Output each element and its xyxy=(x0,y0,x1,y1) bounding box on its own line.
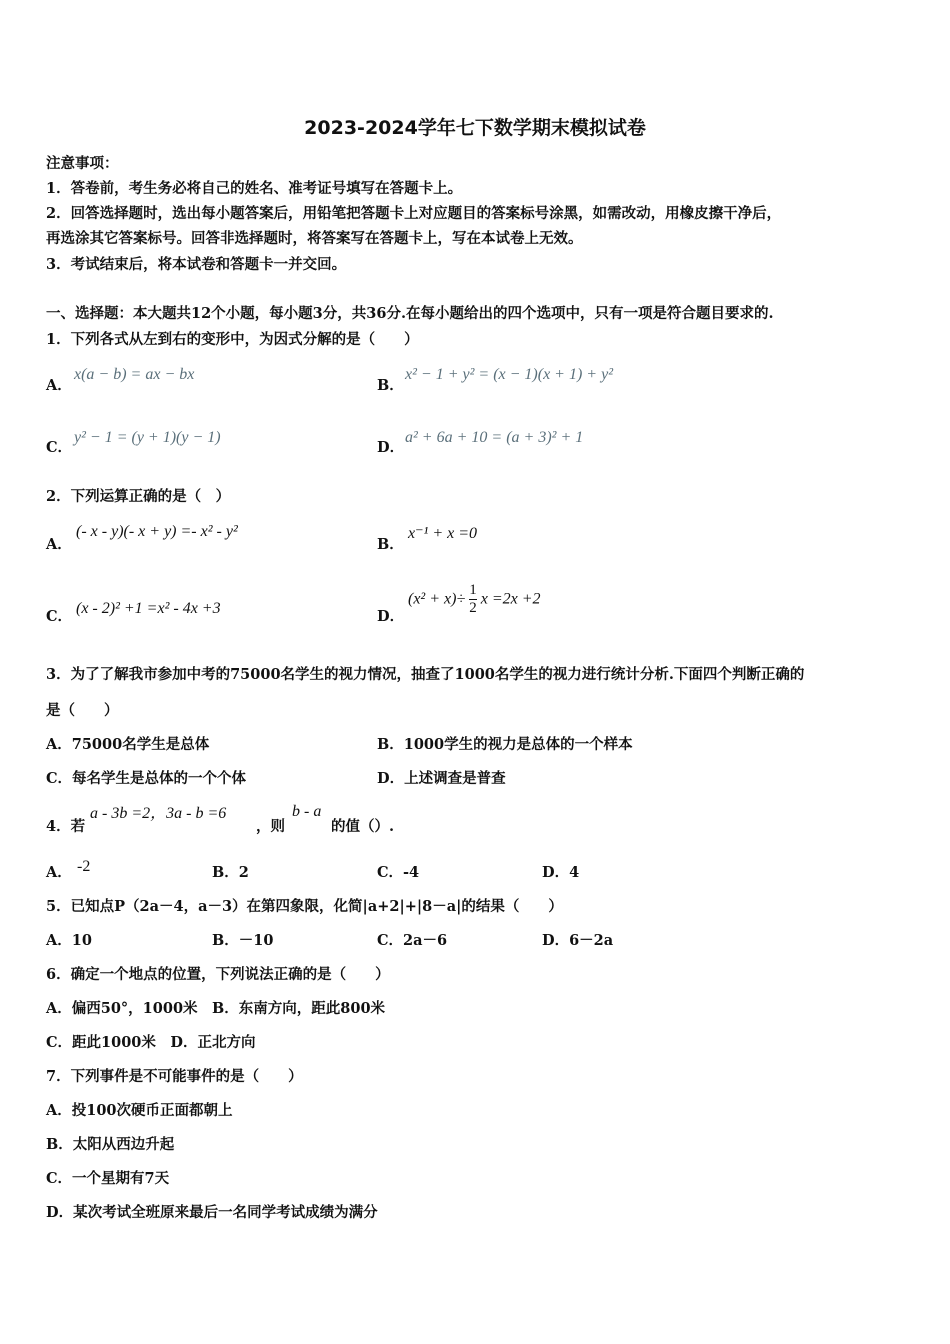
q3-option-c: C．每名学生是总体的一个个体 xyxy=(46,770,247,787)
section-heading: 一、选择题：本大题共12个小题，每小题3分，共36分.在每小题给出的四个选项中，只有一项是符合题目要求的. xyxy=(46,305,774,322)
fraction-denominator: 2 xyxy=(469,600,477,616)
q5-stem: 5．已知点P（2a－4，a－3）在第四象限，化简|a+2|+|8－a|的结果（ ） xyxy=(46,898,563,915)
q1-option-a-label: A． xyxy=(46,377,72,394)
q7-option-b: B．太阳从西边升起 xyxy=(46,1136,175,1153)
q3-option-a: A．75000名学生是总体 xyxy=(46,736,210,753)
q4-option-c: C．-4 xyxy=(377,864,420,881)
q2-option-d-left: (x² + x)÷ xyxy=(408,590,466,608)
q7-option-c: C．一个星期有7天 xyxy=(46,1170,170,1187)
q2-stem: 2．下列运算正确的是（ ） xyxy=(46,488,231,505)
q4-stem-mid: ，则 xyxy=(256,818,285,835)
q3-stem-cont: 是（ ） xyxy=(46,702,119,719)
q2-option-d-right: x =2x +2 xyxy=(480,590,541,608)
q2-option-b-label: B． xyxy=(377,536,404,553)
q2-option-d-fraction xyxy=(469,582,477,617)
q4-option-a-label: A． xyxy=(46,864,72,881)
q6-stem: 6．确定一个地点的位置，下列说法正确的是（ ） xyxy=(46,966,390,983)
q5-option-b: B．－10 xyxy=(212,932,274,949)
q7-option-a: A．投100次硬币正面都朝上 xyxy=(46,1102,233,1119)
q1-option-c: y² − 1 = (y + 1)(y − 1) xyxy=(74,429,221,446)
fraction-numerator: 1 xyxy=(469,582,477,598)
q1-option-b-label: B． xyxy=(377,377,404,394)
q2-option-c: (x - 2)² +1 =x² - 4x +3 xyxy=(76,600,221,617)
notice-item: 3．考试结束后，将本试卷和答题卡一并交回。 xyxy=(46,256,347,273)
q4-stem-pre: 4．若 xyxy=(46,818,86,835)
q3-stem: 3．为了了解我市参加中考的75000名学生的视力情况，抽查了1000名学生的视力进行统计分析.下面四个判断正确的 xyxy=(46,666,805,683)
notice-item: 再选涂其它答案标号。回答非选择题时，将答案写在答题卡上，写在本试卷上无效。 xyxy=(46,230,583,247)
page-title: 2023-2024学年七下数学期末模拟试卷 xyxy=(304,117,646,139)
notice-item: 1．答卷前，考生务必将自己的姓名、准考证号填写在答题卡上。 xyxy=(46,180,463,197)
q2-option-d-label: D． xyxy=(377,608,405,625)
notice-heading: 注意事项： xyxy=(46,155,119,172)
q3-option-d: D．上述调查是普查 xyxy=(377,770,506,787)
q1-option-b: x² − 1 + y² = (x − 1)(x + 1) + y² xyxy=(405,366,613,383)
notice-item: 2．回答选择题时，选出每小题答案后，用铅笔把答题卡上对应题目的答案标号涂黑，如需改动，用橡皮擦干净后， xyxy=(46,205,782,222)
q6-options-ab: A．偏西50°，1000米 B．东南方向，距此800米 xyxy=(46,1000,386,1017)
q1-option-a: x(a − b) = ax − bx xyxy=(74,366,195,383)
q2-option-b: x⁻¹ + x =0 xyxy=(408,525,478,542)
q1-option-d: a² + 6a + 10 = (a + 3)² + 1 xyxy=(405,429,584,446)
q7-option-d: D．某次考试全班原来最后一名同学考试成绩为满分 xyxy=(46,1204,378,1221)
q4-expression: b - a xyxy=(292,803,322,820)
q5-option-d: D．6－2a xyxy=(542,932,614,949)
q3-option-b: B．1000学生的视力是总体的一个样本 xyxy=(377,736,633,753)
q5-option-a: A．10 xyxy=(46,932,92,949)
q2-option-d xyxy=(408,582,541,617)
q2-option-a-label: A． xyxy=(46,536,72,553)
q7-stem: 7．下列事件是不可能事件的是（ ） xyxy=(46,1068,303,1085)
q1-stem: 1．下列各式从左到右的变形中，为因式分解的是（ ） xyxy=(46,331,419,348)
q4-condition: a - 3b =2，3a - b =6 xyxy=(90,805,227,822)
q4-option-a: -2 xyxy=(77,858,91,875)
q4-option-d: D．4 xyxy=(542,864,580,881)
q6-options-cd: C．距此1000米 D．正北方向 xyxy=(46,1034,256,1051)
q5-option-c: C．2a－6 xyxy=(377,932,448,949)
q1-option-d-label: D． xyxy=(377,439,405,456)
q4-stem-post: 的值（）. xyxy=(331,818,395,835)
q1-option-c-label: C． xyxy=(46,439,73,456)
q2-option-a: (- x - y)(- x + y) =- x² - y² xyxy=(76,523,238,540)
q4-option-b: B．2 xyxy=(212,864,249,881)
q2-option-c-label: C． xyxy=(46,608,73,625)
